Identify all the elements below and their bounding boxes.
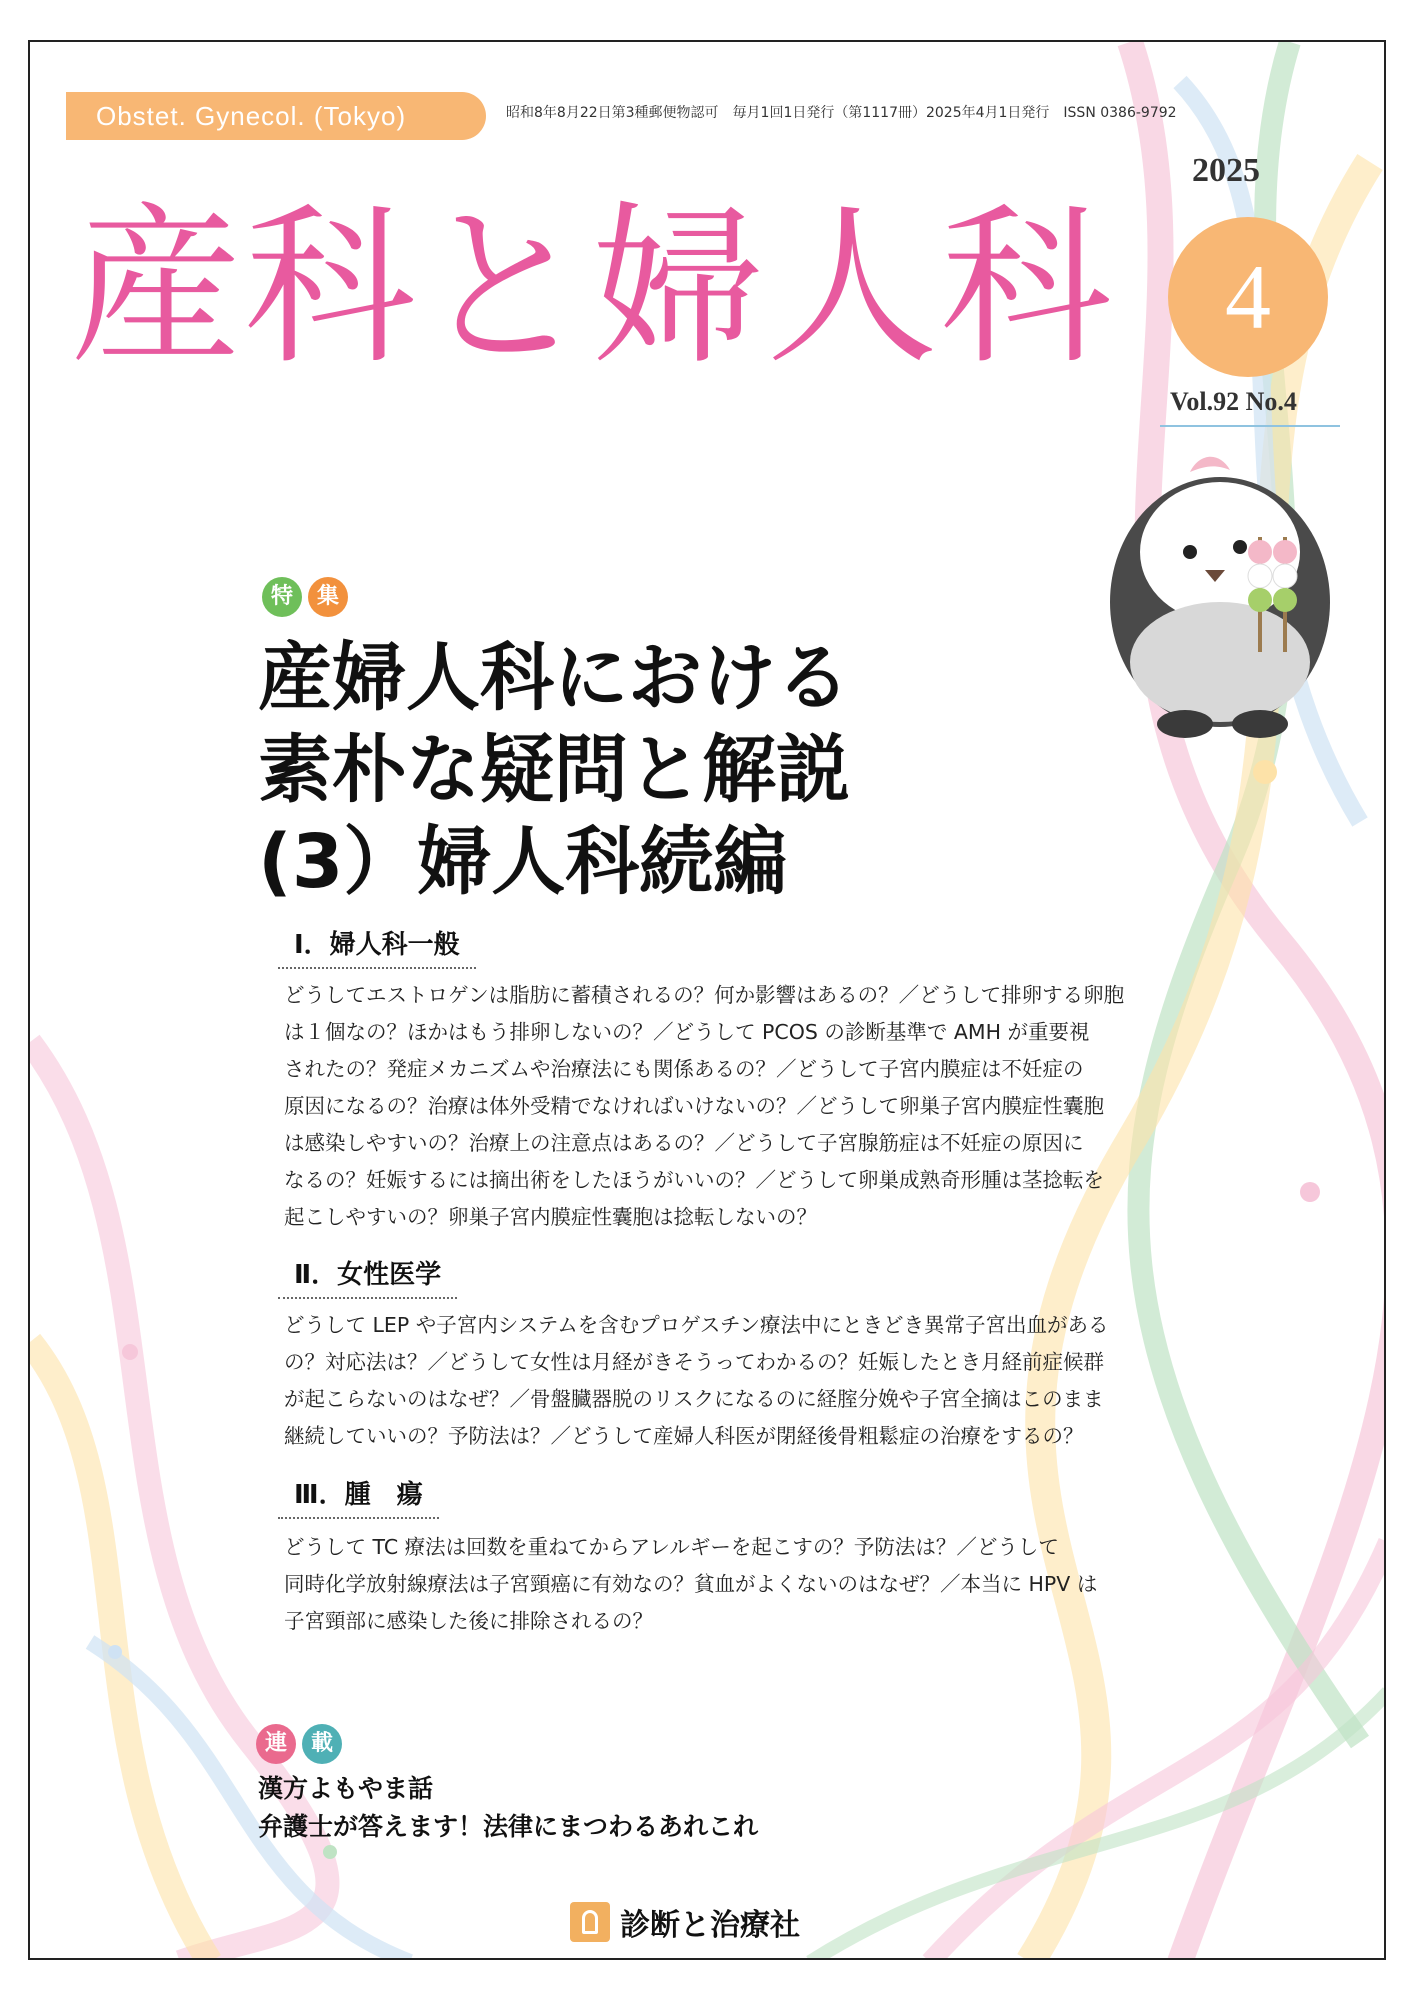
publication-info: 昭和8年8月22日第3種郵便物認可 毎月1回1日発行（第1117冊）2025年4月1日発行 ISSN 0386-9792 — [506, 105, 1177, 121]
volume-number: Vol.92 No.4 — [1170, 387, 1297, 416]
penguin-mascot-illustration — [1090, 442, 1350, 742]
section-line: されたの？発症メカニズムや治療法にも関係あるの？／どうして子宮内膜症は不妊症の — [284, 1057, 1084, 1081]
serial-item: 漢方よもやま話 — [258, 1774, 434, 1803]
section-body — [284, 1529, 1244, 1640]
serial-badge: 載 — [302, 1724, 342, 1764]
section-line: 原因になるの？治療は体外受精でなければいけないの？／どうして卵巣子宮内膜症性囊胞 — [284, 1094, 1104, 1118]
issue-number-badge: 4 — [1168, 217, 1328, 377]
section-line: どうして TC 療法は回数を重ねてからアレルギーを起こすの？予防法は？／どうして — [284, 1535, 1059, 1559]
serial-item: 弁護士が答えます！法律にまつわるあれこれ — [258, 1812, 759, 1841]
feature-badge: 特 — [262, 577, 302, 617]
feature-title-line: 産婦人科における — [258, 635, 850, 721]
feature-badges — [262, 577, 348, 617]
section-line: の？対応法は？／どうして女性は月経がきそうってわかるの？妊娠したとき月経前症候群 — [284, 1350, 1104, 1374]
journal-title: 産科と婦人科 — [70, 187, 1114, 388]
section-line: 同時化学放射線療法は子宮頸癌に有効なの？貧血がよくないのはなぜ？／本当に HPV は — [284, 1572, 1098, 1596]
feature-title-line: (3）婦人科続編 — [258, 819, 788, 905]
journal-english-name: Obstet. Gynecol. (Tokyo) — [66, 92, 486, 140]
section-line: 継続していいの？予防法は？／どうして産婦人科医が閉経後骨粗鬆症の治療をするの？ — [284, 1424, 1084, 1448]
section-body — [284, 977, 1244, 1236]
section-line: 起こしやすいの？卵巣子宮内膜症性囊胞は捻転しないの？ — [284, 1205, 817, 1229]
publisher — [570, 1900, 800, 1944]
magazine-cover — [28, 40, 1386, 1960]
section-line: は感染しやすいの？治療上の注意点はあるの？／どうして子宮腺筋症は不妊症の原因に — [284, 1131, 1084, 1155]
section-line: なるの？妊娠するには摘出術をしたほうがいいの？／どうして卵巣成熟奇形腫は茎捻転を — [284, 1168, 1104, 1192]
section-line: どうしてエストロゲンは脂肪に蓄積されるの？何か影響はあるの？／どうして排卵する卵胞 — [284, 983, 1125, 1007]
publisher-name: 診断と治療社 — [620, 1908, 800, 1943]
volume-underline — [1160, 425, 1340, 427]
section-heading: Ⅲ．腫 瘍 — [278, 1474, 439, 1519]
section-line: 子宮頸部に感染した後に排除されるの？ — [284, 1609, 653, 1633]
section-body — [284, 1307, 1244, 1455]
section-heading: Ⅰ．婦人科一般 — [278, 924, 476, 969]
publisher-logo-icon — [570, 1902, 610, 1942]
feature-title — [258, 632, 850, 908]
section-heading: Ⅱ．女性医学 — [278, 1254, 457, 1299]
serial-list — [258, 1770, 758, 1846]
section-line: は１個なの？ほかはもう排卵しないの？／どうして PCOS の診断基準で AMH が重要視 — [284, 1020, 1090, 1044]
issue-year: 2025 — [1192, 152, 1260, 189]
section-line: どうして LEP や子宮内システムを含むプロゲスチン療法中にときどき異常子宮出血がある — [284, 1313, 1109, 1337]
serial-badge: 連 — [256, 1724, 296, 1764]
feature-badge: 集 — [308, 577, 348, 617]
feature-title-line: 素朴な疑問と解説 — [258, 727, 850, 813]
serial-badges — [256, 1724, 342, 1764]
section-line: が起こらないのはなぜ？／骨盤臓器脱のリスクになるのに経腟分娩や子宮全摘はこのまま — [284, 1387, 1104, 1411]
